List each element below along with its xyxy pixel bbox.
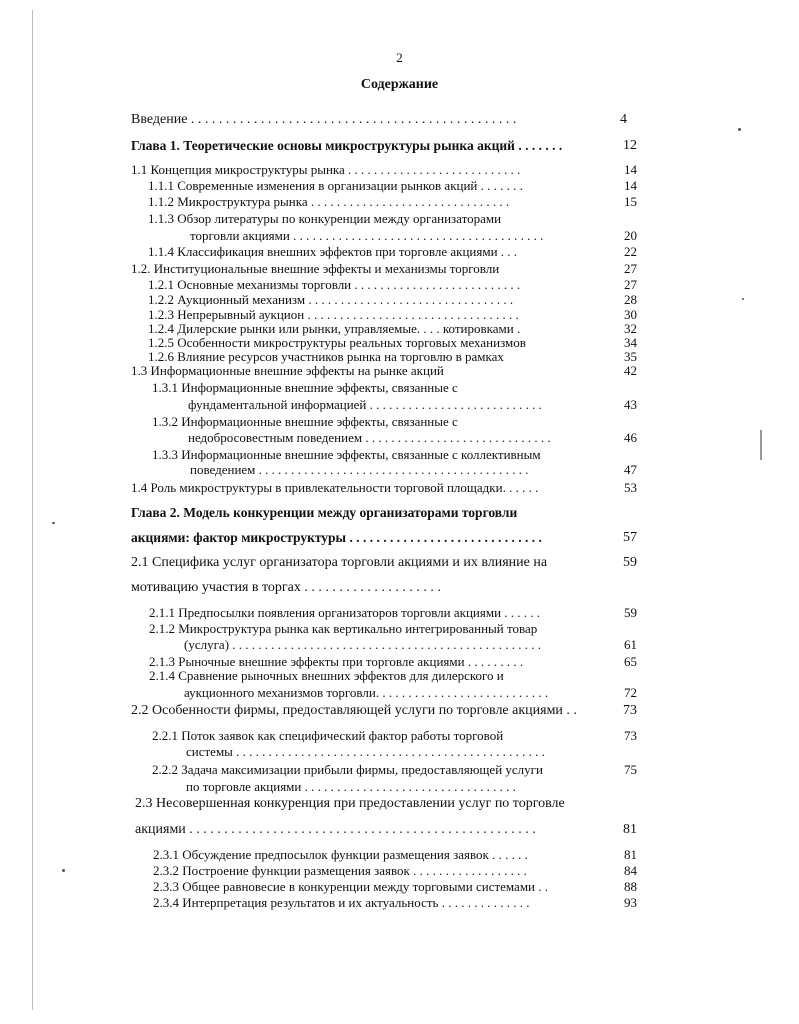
toc-entry: 2.3.2 Построение функции размещения заявок . . . . . . . . . . . . . . . . . .	[153, 863, 527, 878]
toc-entry: торговли акциями . . . . . . . . . . . . . . . . . . . . . . . . . . . . . . . . . . . . . . .	[190, 228, 544, 243]
toc-entry: 1.3.1 Информационные внешние эффекты, связанные с	[152, 380, 458, 395]
toc-entry: 1.2.2 Аукционный механизм . . . . . . . . . . . . . . . . . . . . . . . . . . . . . . . .	[148, 292, 514, 307]
toc-title: Содержание	[360, 77, 439, 92]
toc-page: 81	[624, 847, 637, 862]
toc-page: 53	[624, 480, 637, 495]
toc-page-ch1: 12	[623, 138, 637, 153]
toc-entry: 1.2.6 Влияние ресурсов участников рынка на торговлю в рамках	[148, 349, 504, 364]
toc-entry-ch1: Глава 1. Теоретические основы микроструктуры рынка акций . . . . . . .	[131, 138, 563, 153]
toc-page: 46	[624, 430, 637, 445]
toc-page: 73	[624, 728, 637, 743]
toc-entry: акциями . . . . . . . . . . . . . . . . . . . . . . . . . . . . . . . . . . . . . . . . . . . . . . . . . .	[135, 822, 536, 837]
toc-page: 81	[623, 822, 637, 837]
toc-entry-ch2: Глава 2. Модель конкуренции между организаторами торговли	[131, 505, 518, 520]
toc-entry: 2.3.4 Интерпретация результатов и их актуальность . . . . . . . . . . . . . .	[153, 895, 530, 910]
toc-page: 30	[624, 307, 637, 322]
toc-page: 27	[624, 277, 637, 292]
toc-page-intro: 4	[620, 112, 627, 127]
toc-entry: 1.3.2 Информационные внешние эффекты, связанные с	[152, 414, 458, 429]
toc-entry: фундаментальной информацией . . . . . . . . . . . . . . . . . . . . . . . . . . .	[188, 397, 542, 412]
toc-entry: 1.2.1 Основные механизмы торговли . . . . . . . . . . . . . . . . . . . . . . . . . .	[148, 277, 521, 292]
toc-entry: 1.1.3 Обзор литературы по конкуренции между организаторами	[148, 211, 502, 226]
toc-page: 27	[624, 261, 637, 276]
toc-entry: аукционного механизмов торговли. . . . . . . . . . . . . . . . . . . . . . . . . . .	[184, 685, 549, 700]
toc-entry: 1.1.4 Классификация внешних эффектов при торговле акциями . . .	[148, 244, 518, 259]
toc-entry: 2.2.2 Задача максимизации прибыли фирмы, предоставляющей услуги	[152, 762, 543, 777]
toc-entry: 1.2.5 Особенности микроструктуры реальных торговых механизмов	[148, 335, 526, 350]
page-number: 2	[396, 50, 403, 65]
toc-entry: недобросовестным поведением . . . . . . . . . . . . . . . . . . . . . . . . . . . . .	[188, 430, 551, 445]
toc-page: 88	[624, 879, 637, 894]
toc-entry: системы . . . . . . . . . . . . . . . . . . . . . . . . . . . . . . . . . . . . . . . . . . . . . . . .	[186, 744, 545, 759]
toc-page: 72	[624, 685, 637, 700]
toc-page: 14	[624, 178, 637, 193]
toc-entry: 2.1.2 Микроструктура рынка как вертикально интегрированный товар	[149, 621, 538, 636]
toc-entry: 1.2.3 Непрерывный аукцион . . . . . . . . . . . . . . . . . . . . . . . . . . . . . . . . .	[148, 307, 519, 322]
toc-entry: 1.4 Роль микроструктуры в привлекательности торговой площадки. . . . . .	[131, 480, 539, 495]
toc-entry-intro: Введение . . . . . . . . . . . . . . . . . . . . . . . . . . . . . . . . . . . . . . . . . . . . . . .	[131, 112, 517, 127]
toc-page: 47	[624, 462, 637, 477]
toc-page: 14	[624, 162, 637, 177]
toc-page: 15	[624, 194, 637, 209]
toc-entry: 1.3 Информационные внешние эффекты на рынке акций	[131, 363, 444, 378]
toc-entry: 2.2 Особенности фирмы, предоставляющей услуги по торговле акциями . .	[131, 703, 577, 718]
toc-page: 84	[624, 863, 637, 878]
toc-page: 22	[624, 244, 637, 259]
toc-page: 28	[624, 292, 637, 307]
toc-page: 61	[624, 637, 637, 652]
toc-entry: 1.1.2 Микроструктура рынка . . . . . . . . . . . . . . . . . . . . . . . . . . . . . . .	[148, 194, 510, 209]
toc-entry: 1.2.4 Дилерские рынки или рынки, управляемые. . . . котировками .	[148, 321, 521, 336]
toc-entry: мотивацию участия в торгах . . . . . . . . . . . . . . . . . . . .	[131, 580, 441, 595]
toc-page: 32	[624, 321, 637, 336]
toc-page: 59	[623, 555, 637, 570]
toc-page: 75	[624, 762, 637, 777]
toc-page: 93	[624, 895, 637, 910]
toc-entry-ch2: акциями: фактор микроструктуры . . . . . . . . . . . . . . . . . . . . . . . . . . . . .	[131, 530, 542, 545]
toc-entry: (услуга) . . . . . . . . . . . . . . . . . . . . . . . . . . . . . . . . . . . . . . . . . . . . . . . .	[184, 637, 542, 652]
toc-entry: 2.2.1 Поток заявок как специфический фактор работы торговой	[152, 728, 504, 743]
toc-entry: 2.3 Несовершенная конкуренция при предоставлении услуг по торговле	[135, 796, 565, 811]
toc-page: 42	[624, 363, 637, 378]
toc-entry: 2.1.4 Сравнение рыночных внешних эффектов для дилерского и	[149, 668, 504, 683]
toc-page: 73	[623, 703, 637, 718]
toc-entry: 2.1 Специфика услуг организатора торговли акциями и их влияние на	[131, 555, 548, 570]
toc-entry: 2.1.3 Рыночные внешние эффекты при торговле акциями . . . . . . . . .	[149, 654, 524, 669]
toc-page: 35	[624, 349, 637, 364]
toc-page: 59	[624, 605, 637, 620]
toc-page: 34	[624, 335, 637, 350]
toc-page: 43	[624, 397, 637, 412]
toc-page-ch2: 57	[623, 530, 637, 545]
toc-entry: по торговле акциями . . . . . . . . . . . . . . . . . . . . . . . . . . . . . . . . .	[186, 779, 516, 794]
toc-entry: 2.1.1 Предпосылки появления организаторов торговли акциями . . . . . .	[149, 605, 541, 620]
toc-entry: поведением . . . . . . . . . . . . . . . . . . . . . . . . . . . . . . . . . . . . . . . . . .	[190, 462, 529, 477]
toc-entry: 1.3.3 Информационные внешние эффекты, связанные с коллективным	[152, 447, 541, 462]
toc-entry: 2.3.1 Обсуждение предпосылок функции размещения заявок . . . . . .	[153, 847, 528, 862]
toc-page: 20	[624, 228, 637, 243]
toc-entry: 1.2. Институциональные внешние эффекты и механизмы торговли	[131, 261, 500, 276]
toc-entry: 1.1.1 Современные изменения в организации рынков акций . . . . . . .	[148, 178, 523, 193]
toc-entry: 2.3.3 Общее равновесие в конкуренции между торговыми системами . .	[153, 879, 549, 894]
toc-page: 65	[624, 654, 637, 669]
toc-entry: 1.1 Концепция микроструктуры рынка . . . . . . . . . . . . . . . . . . . . . . . . . . .	[131, 162, 521, 177]
